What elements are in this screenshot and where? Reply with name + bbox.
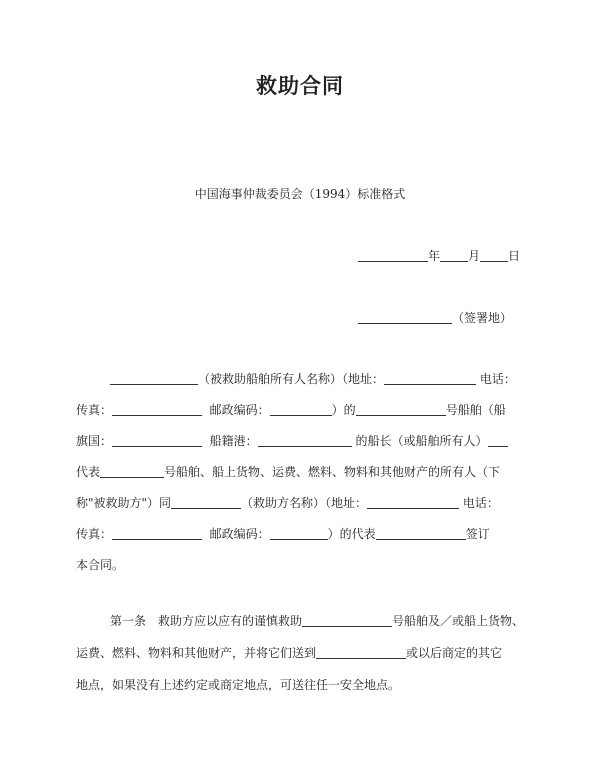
article1-text: 号船舶及／或船上货物、	[392, 614, 525, 628]
para1-text: 代表	[76, 465, 101, 479]
year-blank[interactable]	[358, 247, 428, 262]
document-subtitle: 中国海事仲裁委员会（1994）标准格式	[194, 187, 406, 201]
salved-owner-blank[interactable]	[110, 370, 198, 385]
para1-line5	[76, 494, 499, 512]
day-label: 日	[508, 249, 521, 263]
para1-text: 号船舶（船	[445, 403, 506, 417]
salvage-vessel-blank[interactable]	[302, 612, 392, 627]
para1-text: ）的	[331, 403, 356, 417]
article1-line1	[110, 612, 524, 630]
para1-text: 邮政编码：	[209, 403, 270, 417]
para1-text: 签订	[465, 527, 490, 541]
para1-text: 电话：	[462, 496, 499, 510]
para1-text: 号船舶、船上货物、运费、燃料、物料和其他财产的所有人（下	[164, 465, 501, 479]
represented-vessel-blank[interactable]	[100, 463, 164, 478]
para1-line4	[76, 463, 500, 481]
salvor-representative-blank[interactable]	[376, 525, 466, 540]
para1-text: 电话：	[479, 372, 516, 386]
salvor-fax-blank[interactable]	[112, 525, 202, 540]
para1-text: 传真：	[76, 527, 113, 541]
sign-place-line	[358, 309, 512, 327]
sign-place-blank[interactable]	[358, 309, 452, 324]
article1-text: 第一条 救助方应以应有的谨慎救助	[110, 614, 303, 628]
para1-text: （被救助船舶所有人名称）（地址：	[198, 372, 385, 386]
para1-text: 传真：	[76, 403, 113, 417]
para1-text: 的船长（或船舶所有人）	[355, 434, 488, 448]
vessel-name-blank[interactable]	[356, 401, 446, 416]
flag-state-blank[interactable]	[112, 432, 202, 447]
para1-line3	[76, 432, 508, 450]
article1-line2	[76, 644, 502, 662]
salvor-postcode-blank[interactable]	[270, 525, 328, 540]
destination-blank[interactable]	[316, 644, 406, 659]
article1-text: 地点，如果没有上述约定或商定地点，可送往任一安全地点。	[76, 678, 401, 692]
para1-line7	[76, 556, 124, 574]
salved-address-blank[interactable]	[384, 370, 476, 385]
para1-line6	[76, 525, 490, 543]
document-title: 救助合同	[256, 74, 344, 98]
para1-text: 旗国：	[76, 434, 113, 448]
para1-text: ）的代表	[327, 527, 376, 541]
para1-text: 船籍港：	[209, 434, 258, 448]
year-label: 年	[428, 249, 441, 263]
date-line	[358, 247, 520, 265]
month-blank[interactable]	[440, 247, 468, 262]
salvor-name-blank[interactable]	[171, 494, 241, 509]
article1-line3	[76, 676, 400, 694]
para1-text: （救助方名称）（地址：	[241, 496, 368, 510]
salved-postcode-blank[interactable]	[270, 401, 332, 416]
month-label: 月	[468, 249, 481, 263]
day-blank[interactable]	[480, 247, 508, 262]
para1-text: 称"被救助方"）同	[76, 496, 172, 510]
sign-place-label: （签署地）	[452, 311, 513, 325]
article1-text: 运费、燃料、物料和其他财产，并将它们送到	[76, 646, 317, 660]
salved-fax-blank[interactable]	[112, 401, 202, 416]
article1-text: 或以后商定的其它	[406, 646, 503, 660]
para1-text: 邮政编码：	[209, 527, 270, 541]
para1-text: 本合同。	[76, 558, 125, 572]
para1-line2	[76, 401, 506, 419]
port-of-registry-blank[interactable]	[258, 432, 352, 447]
salvor-address-blank[interactable]	[367, 494, 459, 509]
master-blank[interactable]	[488, 432, 508, 447]
para1-line1	[110, 370, 516, 388]
